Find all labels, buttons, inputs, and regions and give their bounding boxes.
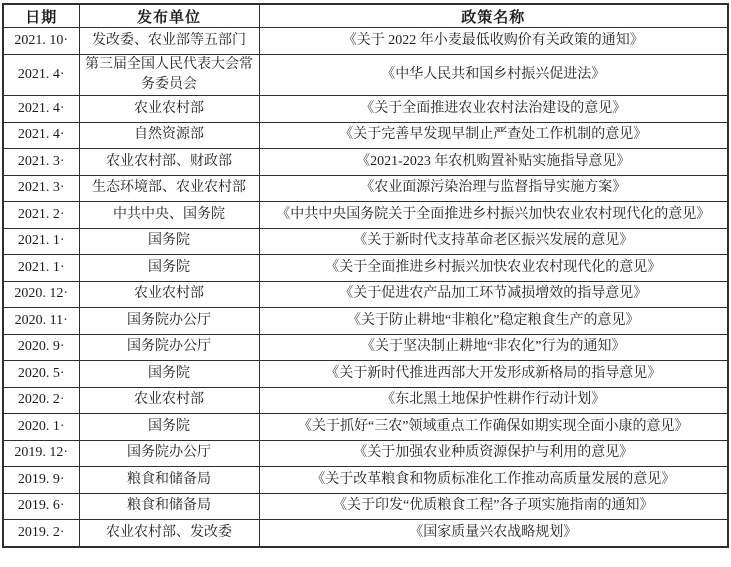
policy-table-header <box>3 4 728 28</box>
table-row <box>3 96 728 123</box>
org-cell: 中共中央、国务院 <box>79 202 259 229</box>
table-row <box>3 175 728 202</box>
policy-cell: 《关于加强农业种质资源保护与利用的意见》 <box>259 440 728 467</box>
table-row <box>3 361 728 388</box>
org-cell: 国务院 <box>79 361 259 388</box>
org-cell: 国务院办公厅 <box>79 334 259 361</box>
table-row <box>3 334 728 361</box>
date-cell: 2020. 11· <box>3 308 79 335</box>
org-cell: 农业农村部 <box>79 387 259 414</box>
policy-cell: 《关于新时代推进西部大开发形成新格局的指导意见》 <box>259 361 728 388</box>
org-cell: 国务院 <box>79 228 259 255</box>
org-cell: 农业农村部、发改委 <box>79 520 259 547</box>
date-cell: 2021. 2· <box>3 202 79 229</box>
table-row <box>3 308 728 335</box>
date-cell: 2020. 2· <box>3 387 79 414</box>
date-cell: 2021. 4· <box>3 122 79 149</box>
policy-cell: 《中共中央国务院关于全面推进乡村振兴加快农业农村现代化的意见》 <box>259 202 728 229</box>
policy-cell: 《关于防止耕地“非粮化”稳定粮食生产的意见》 <box>259 308 728 335</box>
header-row <box>3 4 728 28</box>
date-cell: 2021. 3· <box>3 149 79 176</box>
table-row <box>3 149 728 176</box>
header-date: 日期 <box>3 4 79 28</box>
date-cell: 2021. 10· <box>3 28 79 55</box>
policy-cell: 《关于完善早发现早制止严查处工作机制的意见》 <box>259 122 728 149</box>
table-row <box>3 440 728 467</box>
table-row <box>3 493 728 520</box>
table-row <box>3 202 728 229</box>
policy-cell: 《2021-2023 年农机购置补贴实施指导意见》 <box>259 149 728 176</box>
policy-cell: 《关于促进农产品加工环节减损增效的指导意见》 <box>259 281 728 308</box>
table-row <box>3 28 728 55</box>
policy-table-body <box>3 28 728 547</box>
table-row <box>3 281 728 308</box>
header-org: 发布单位 <box>79 4 259 28</box>
policy-cell: 《关于改革粮食和物质标准化工作推动高质量发展的意见》 <box>259 467 728 494</box>
org-cell: 国务院 <box>79 414 259 441</box>
date-cell: 2020. 1· <box>3 414 79 441</box>
table-row <box>3 520 728 547</box>
date-cell: 2020. 9· <box>3 334 79 361</box>
policy-cell: 《东北黑土地保护性耕作行动计划》 <box>259 387 728 414</box>
policy-cell: 《关于新时代支持革命老区振兴发展的意见》 <box>259 228 728 255</box>
org-cell: 国务院办公厅 <box>79 308 259 335</box>
org-cell: 农业农村部 <box>79 281 259 308</box>
org-cell: 第三届全国人民代表大会常务委员会 <box>79 54 259 96</box>
date-cell: 2021. 4· <box>3 54 79 96</box>
date-cell: 2019. 2· <box>3 520 79 547</box>
date-cell: 2021. 4· <box>3 96 79 123</box>
policy-cell: 《关于印发“优质粮食工程”各子项实施指南的通知》 <box>259 493 728 520</box>
org-cell: 国务院 <box>79 255 259 282</box>
date-cell: 2021. 1· <box>3 255 79 282</box>
policy-cell: 《国家质量兴农战略规划》 <box>259 520 728 547</box>
policy-cell: 《关于坚决制止耕地“非农化”行为的通知》 <box>259 334 728 361</box>
org-cell: 发改委、农业部等五部门 <box>79 28 259 55</box>
org-cell: 粮食和储备局 <box>79 467 259 494</box>
table-row <box>3 228 728 255</box>
date-cell: 2019. 9· <box>3 467 79 494</box>
table-row <box>3 414 728 441</box>
org-cell: 粮食和储备局 <box>79 493 259 520</box>
org-cell: 国务院办公厅 <box>79 440 259 467</box>
policy-cell: 《中华人民共和国乡村振兴促进法》 <box>259 54 728 96</box>
policy-cell: 《关于全面推进农业农村法治建设的意见》 <box>259 96 728 123</box>
table-row <box>3 122 728 149</box>
date-cell: 2019. 6· <box>3 493 79 520</box>
policy-table <box>2 3 729 548</box>
policy-cell: 《农业面源污染治理与监督指导实施方案》 <box>259 175 728 202</box>
table-row <box>3 387 728 414</box>
date-cell: 2020. 5· <box>3 361 79 388</box>
table-row <box>3 255 728 282</box>
org-cell: 自然资源部 <box>79 122 259 149</box>
org-cell: 农业农村部、财政部 <box>79 149 259 176</box>
table-row <box>3 54 728 96</box>
policy-cell: 《关于抓好“三农”领域重点工作确保如期实现全面小康的意见》 <box>259 414 728 441</box>
org-cell: 农业农村部 <box>79 96 259 123</box>
policy-cell: 《关于全面推进乡村振兴加快农业农村现代化的意见》 <box>259 255 728 282</box>
date-cell: 2021. 1· <box>3 228 79 255</box>
org-cell: 生态环境部、农业农村部 <box>79 175 259 202</box>
date-cell: 2019. 12· <box>3 440 79 467</box>
date-cell: 2021. 3· <box>3 175 79 202</box>
policy-cell: 《关于 2022 年小麦最低收购价有关政策的通知》 <box>259 28 728 55</box>
table-row <box>3 467 728 494</box>
date-cell: 2020. 12· <box>3 281 79 308</box>
header-policy: 政策名称 <box>259 4 728 28</box>
